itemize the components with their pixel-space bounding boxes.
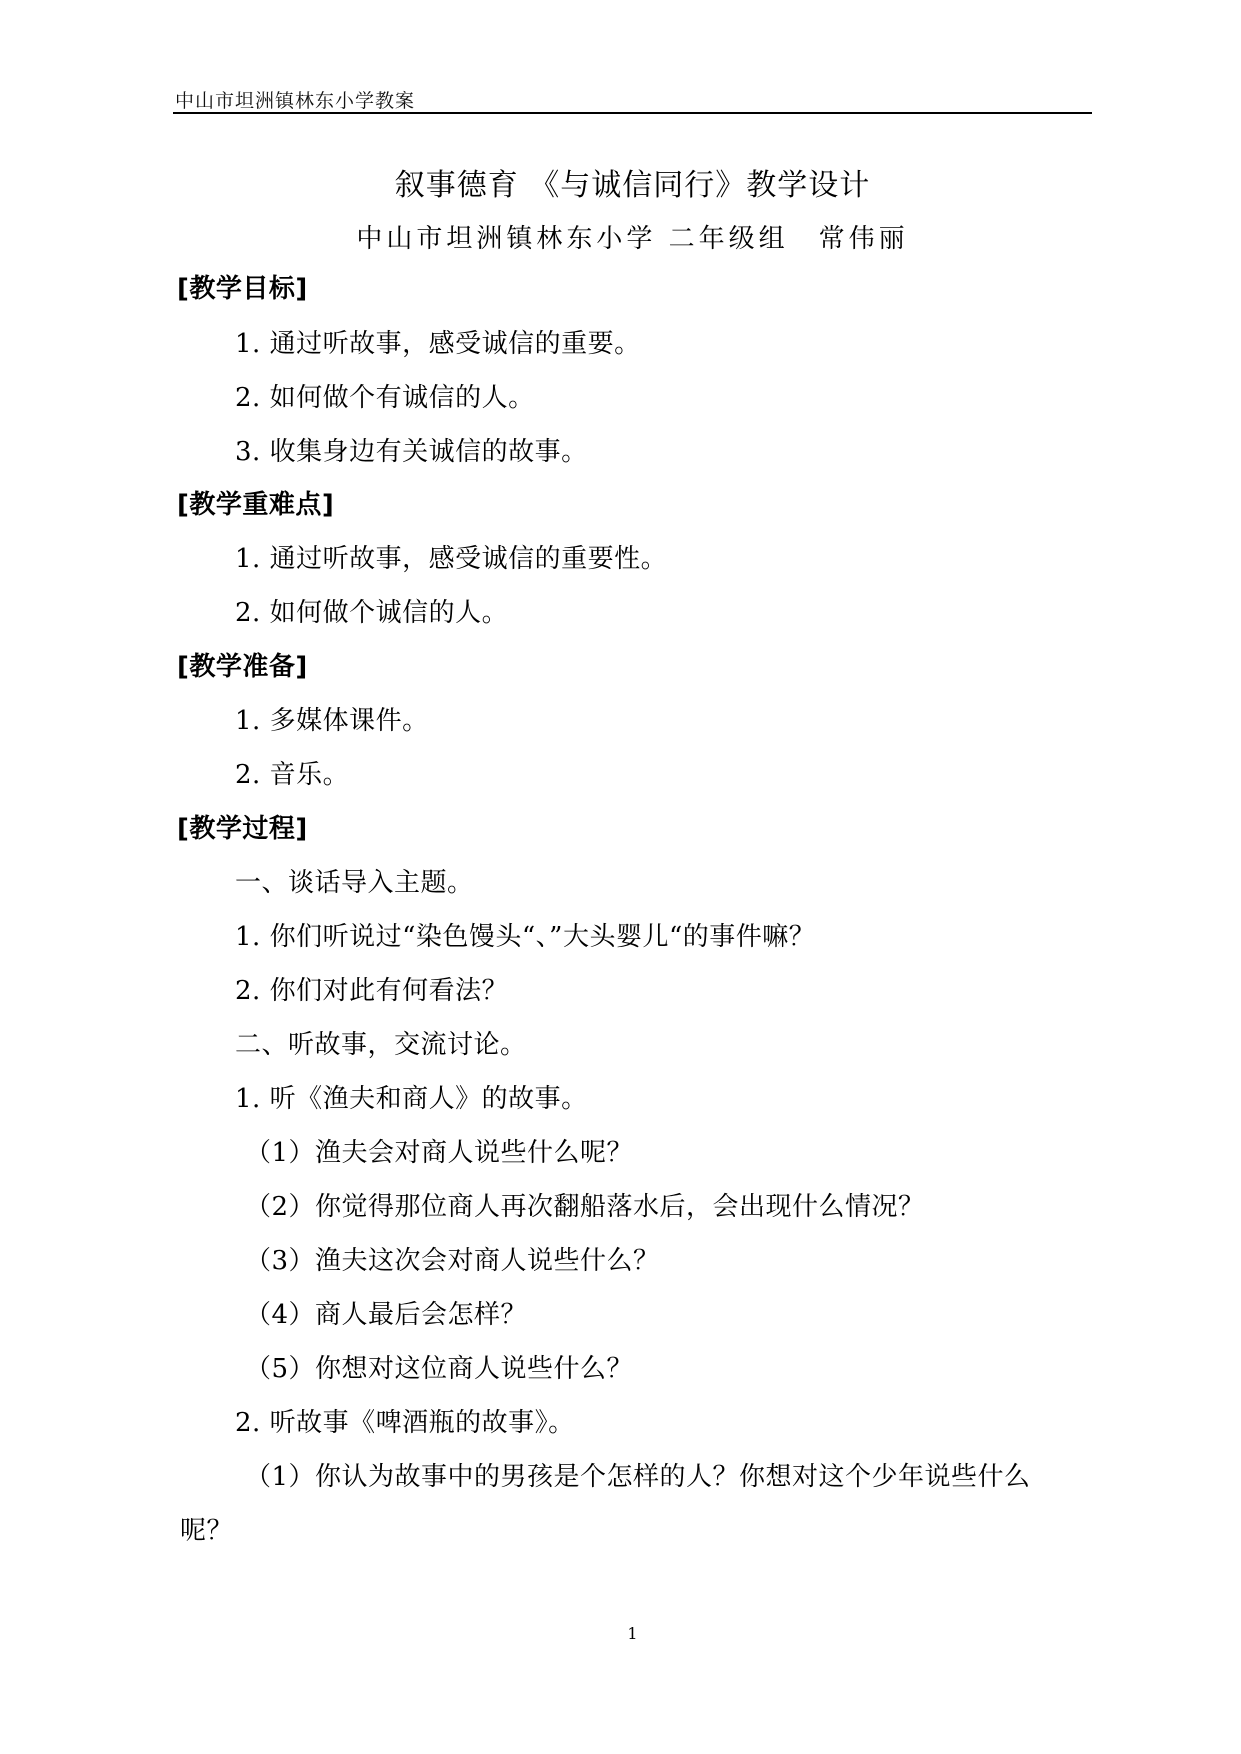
list-item: 1. 多媒体课件。	[235, 706, 429, 736]
list-item: （3）渔夫这次会对商人说些什么？	[245, 1246, 660, 1276]
list-item: （2）你觉得那位商人再次翻船落水后，会出现什么情况？	[245, 1192, 925, 1222]
section-heading-process: [教学过程]	[177, 814, 308, 844]
list-item: 1. 听《渔夫和商人》的故事。	[235, 1084, 588, 1114]
list-item: 2. 听故事《啤酒瓶的故事》。	[235, 1408, 575, 1438]
header-divider	[173, 112, 1092, 114]
list-item: 3. 收集身边有关诚信的故事。	[235, 437, 588, 467]
section-heading-key-points: [教学重难点]	[177, 490, 335, 520]
list-item: 2. 音乐。	[235, 760, 350, 790]
section-heading-objectives: [教学目标]	[177, 274, 308, 304]
list-item: 一、谈话导入主题。	[235, 868, 474, 898]
section-heading-preparation: [教学准备]	[177, 652, 308, 682]
list-item: 1. 通过听故事，感受诚信的重要性。	[235, 544, 668, 574]
list-item-continuation: 呢？	[180, 1516, 234, 1546]
page-header: 中山市坦洲镇林东小学教案	[175, 90, 416, 112]
list-item: 2. 如何做个有诚信的人。	[235, 383, 535, 413]
document-subtitle: 中山市坦洲镇林东小学 二年级组 常伟丽	[356, 224, 909, 254]
page-number: 1	[627, 1624, 638, 1643]
list-item: 1. 通过听故事，感受诚信的重要。	[235, 329, 641, 359]
document-title: 叙事德育 《与诚信同行》教学设计	[394, 168, 871, 203]
list-item: （1）渔夫会对商人说些什么呢？	[245, 1138, 634, 1168]
list-item: 1. 你们听说过“染色馒头“、”大头婴儿“的事件嘛？	[235, 922, 816, 952]
list-item: 2. 如何做个诚信的人。	[235, 598, 509, 628]
list-item: 2. 你们对此有何看法？	[235, 976, 509, 1006]
list-item: （5）你想对这位商人说些什么？	[245, 1354, 634, 1384]
list-item: 二、听故事，交流讨论。	[235, 1030, 527, 1060]
list-item: （4）商人最后会怎样？	[245, 1300, 528, 1330]
list-item: （1）你认为故事中的男孩是个怎样的人？你想对这个少年说些什么	[245, 1462, 1031, 1492]
